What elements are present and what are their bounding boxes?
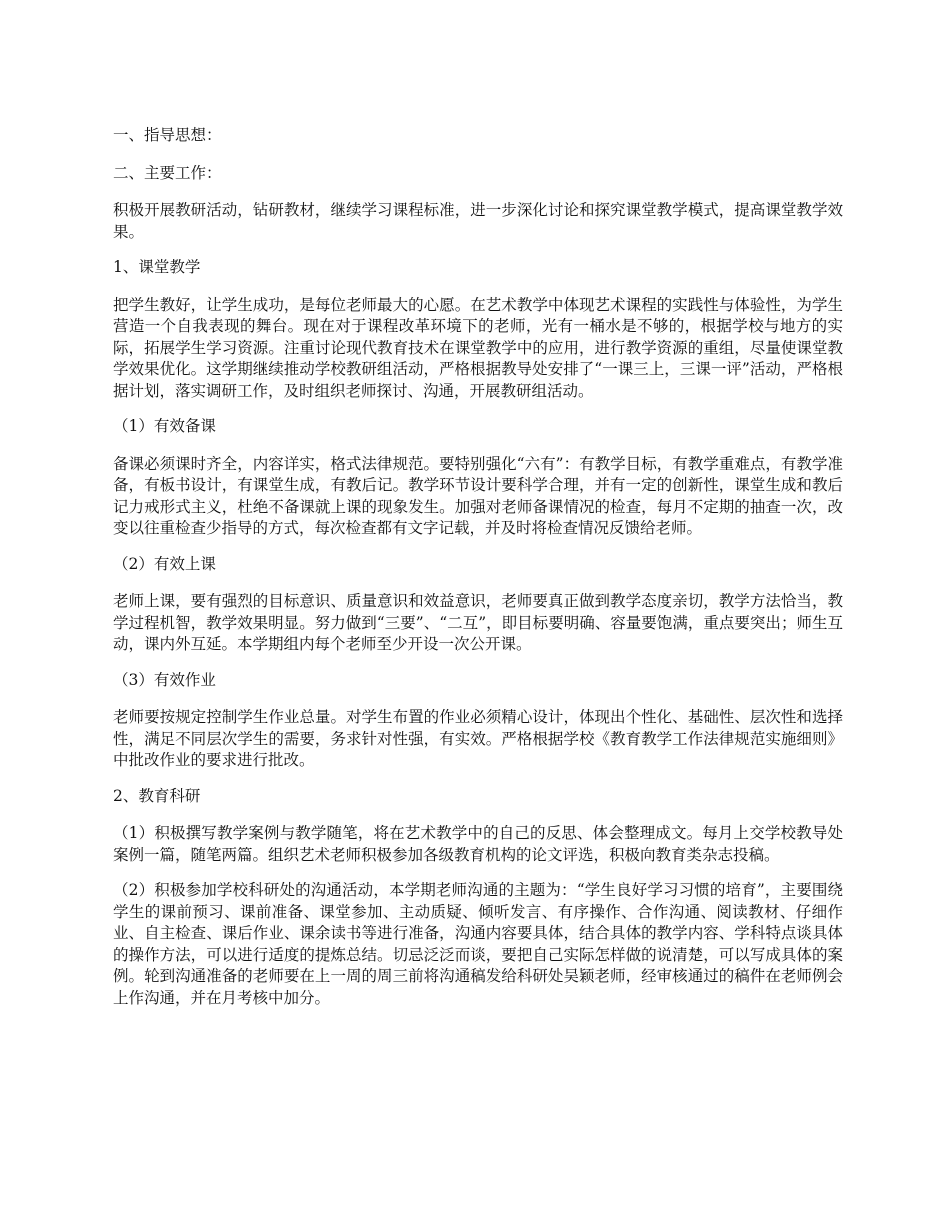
subsection-heading-education-research: 2、教育科研 (113, 786, 201, 805)
section-heading-guiding-ideology: 一、指导思想： (113, 126, 222, 144)
item-heading-effective-lesson-prep: （1）有效备课 (113, 417, 216, 435)
document-body (113, 125, 843, 1023)
item-heading-effective-teaching: （2）有效上课 (113, 554, 216, 573)
paragraph-effective-lesson-prep: 备课必须课时齐全，内容详实，格式法律规范。要特别强化“六有”：有教学目标，有教学重难点，有教学准备，有板书设计，有课堂生成，有教后记。教学环节设计要科学合理，并有一定的创新性，课堂生成和教后记力戒形式主义，杜绝不备课就上课的现象发生。加强对老师备课情况的检查，每月不定期的抽查一次，改变以往重检查少指导的方式，每次检查都有文字记载，并及时将检查情况反馈给老师。 (113, 454, 843, 537)
paragraph-effective-teaching: 老师上课，要有强烈的目标意识、质量意识和效益意识，老师要真正做到教学态度亲切，教学方法恰当，教学过程机智，教学效果明显。努力做到“三要”、“二互”，即目标要明确、容量要饱满，重点要突出；师生互动，课内外互延。本学期组内每个老师至少开设一次公开课。 (113, 592, 843, 653)
paragraph-research-item-2: （2）积极参加学校科研处的沟通活动，本学期老师沟通的主题为：“学生良好学习习惯的培育”，主要围绕学生的课前预习、课前准备、课堂参加、主动质疑、倾听发言、有序操作、合作沟通、阅读教材、仔细作业、自主检查、课后作业、课余读书等进行准备，沟通内容要具体，结合具体的教学内容、学科特点谈具体的操作方法，可以进行适度的提炼总结。切忌泛泛而谈，要把自己实际怎样做的说清楚，可以写成具体的案例。轮到沟通准备的老师要在上一周的周三前将沟通稿发给科研处吴颖老师，经审核通过的稿件在老师例会上作沟通，并在月考核中加分。 (113, 881, 843, 1007)
paragraph-effective-homework: 老师要按规定控制学生作业总量。对学生布置的作业必须精心设计，体现出个性化、基础性、层次性和选择性，满足不同层次学生的需要，务求针对性强，有实效。严格根据学校《教育教学工作法律规范实施细则》中批改作业的要求进行批改。 (113, 708, 843, 769)
subsection-heading-classroom-teaching: 1、课堂教学 (113, 258, 201, 276)
paragraph-main-work-intro: 积极开展教研活动，钻研教材，继续学习课程标准，进一步深化讨论和探究课堂教学模式，提高课堂教学效果。 (113, 201, 843, 241)
section-heading-main-work: 二、主要工作： (113, 163, 222, 182)
paragraph-research-item-1: （1）积极撰写教学案例与教学随笔，将在艺术教学中的自己的反思、体会整理成文。每月上交学校教导处案例一篇，随笔两篇。组织艺术老师积极参加各级教育机构的论文评选，积极向教育类杂志投稿。 (113, 824, 843, 864)
item-heading-effective-homework: （3）有效作业 (113, 670, 216, 689)
paragraph-classroom-teaching: 把学生教好，让学生成功，是每位老师最大的心愿。在艺术教学中体现艺术课程的实践性与体验性，为学生营造一个自我表现的舞台。现在对于课程改革环境下的老师，光有一桶水是不够的，根据学校与地方的实际，拓展学生学习资源。注重讨论现代教育技术在课堂教学中的应用，进行教学资源的重组，尽量使课堂教学效果优化。这学期继续推动学校教研组活动，严格根据教导处安排了“一课三上，三课一评”活动，严格根据计划，落实调研工作，及时组织老师探讨、沟通，开展教研组活动。 (113, 295, 843, 400)
